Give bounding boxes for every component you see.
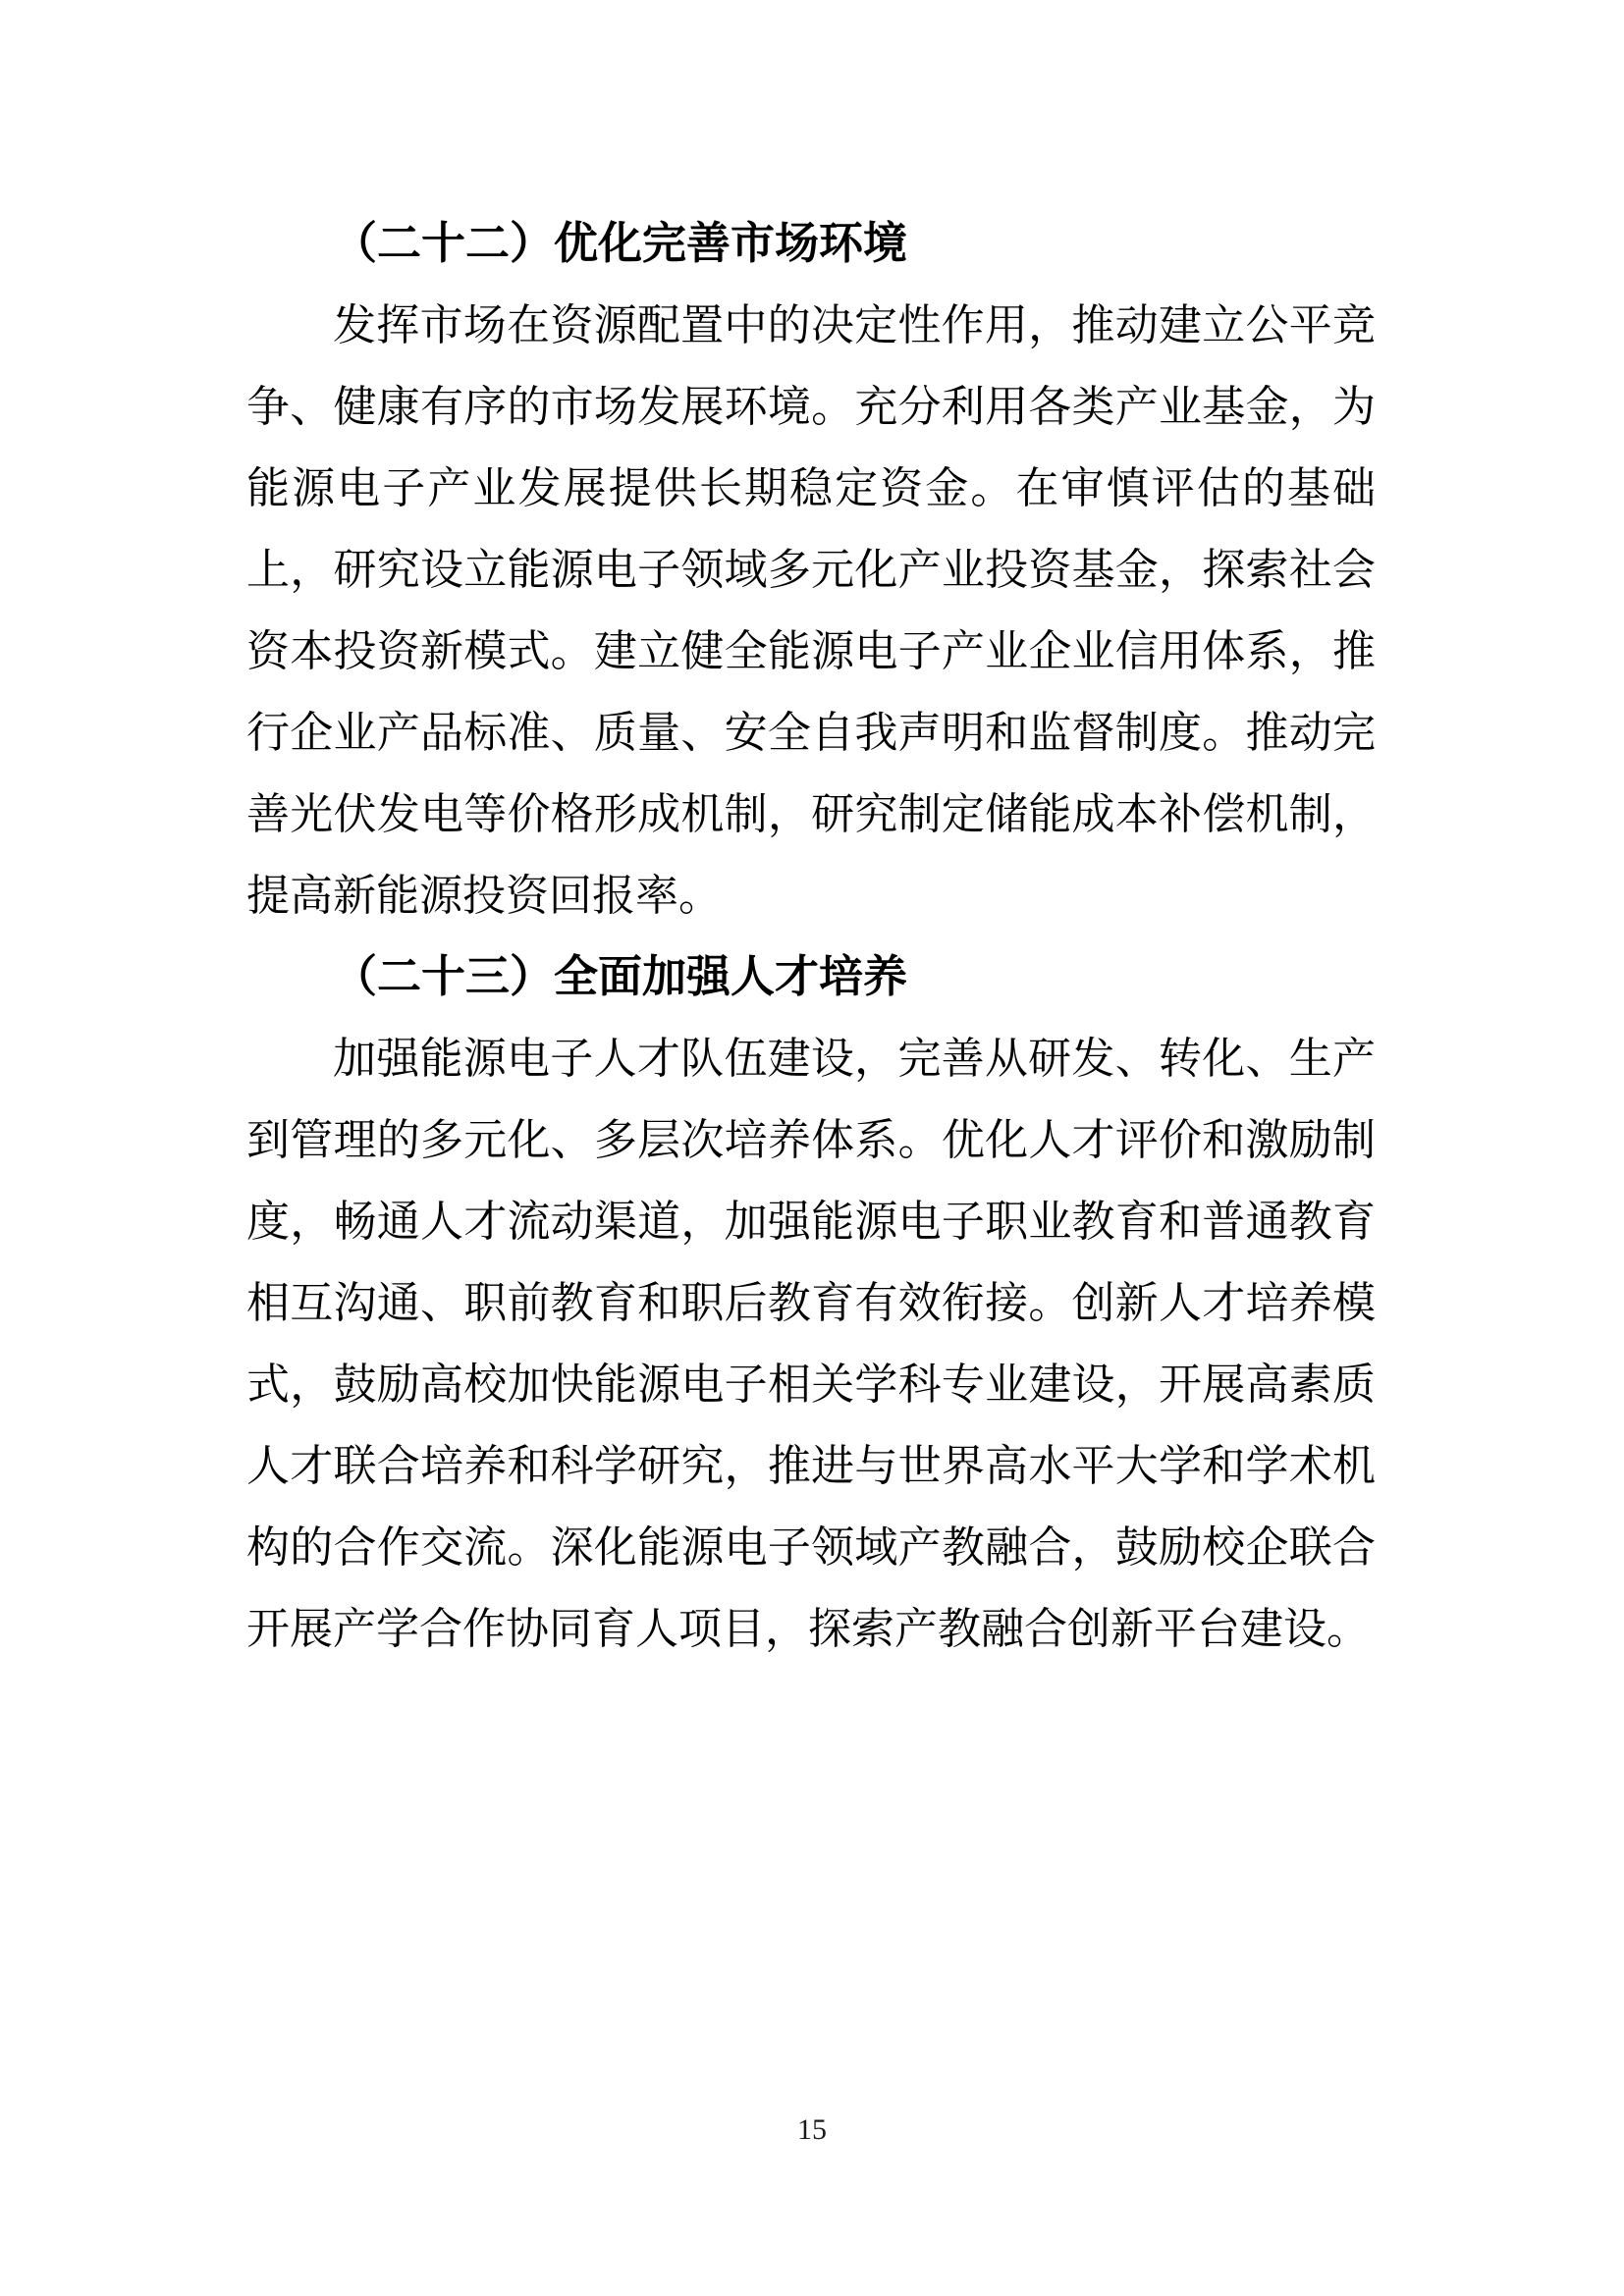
section-heading-23: （二十三）全面加强人才培养 bbox=[333, 952, 908, 1001]
section-heading-22: （二十二）优化完善市场环境 bbox=[333, 219, 908, 268]
section-23-line-4: 相互沟通、职前教育和职后教育有效衔接。创新人才培养模 bbox=[246, 1279, 1376, 1327]
section-22-line-6: 行企业产品标准、质量、安全自我声明和监督制度。推动完 bbox=[246, 709, 1376, 757]
section-23-line-7: 构的合作交流。深化能源电子领域产教融合，鼓励校企联合 bbox=[246, 1523, 1376, 1572]
section-23-line-5: 式，鼓励高校加快能源电子相关学科专业建设，开展高素质 bbox=[246, 1361, 1376, 1409]
page-number: 15 bbox=[797, 2113, 827, 2146]
section-22-line-7: 善光伏发电等价格形成机制，研究制定储能成本补偿机制， bbox=[246, 790, 1376, 838]
section-23-line-6: 人才联合培养和科学研究，推进与世界高水平大学和学术机 bbox=[246, 1442, 1376, 1490]
section-23-line-3: 度，畅通人才流动渠道，加强能源电子职业教育和普通教育 bbox=[246, 1198, 1376, 1246]
section-22-line-5: 资本投资新模式。建立健全能源电子产业企业信用体系，推 bbox=[246, 627, 1376, 675]
section-23-line-8: 开展产学合作协同育人项目，探索产教融合创新平台建设。 bbox=[246, 1605, 1370, 1653]
section-22-line-3: 能源电子产业发展提供长期稳定资金。在审慎评估的基础 bbox=[246, 464, 1376, 512]
section-22-line-2: 争、健康有序的市场发展环境。充分利用各类产业基金，为 bbox=[246, 383, 1376, 431]
section-23-line-1: 加强能源电子人才队伍建设，完善从研发、转化、生产 bbox=[333, 1035, 1376, 1083]
document-text-block bbox=[246, 203, 1376, 1670]
section-22-line-4: 上，研究设立能源电子领域多元化产业投资基金，探索社会 bbox=[246, 546, 1376, 594]
section-23-line-2: 到管理的多元化、多层次培养体系。优化人才评价和激励制 bbox=[246, 1116, 1376, 1164]
section-22-line-1: 发挥市场在资源配置中的决定性作用，推动建立公平竞 bbox=[333, 301, 1376, 349]
section-22-line-8: 提高新能源投资回报率。 bbox=[246, 872, 722, 920]
